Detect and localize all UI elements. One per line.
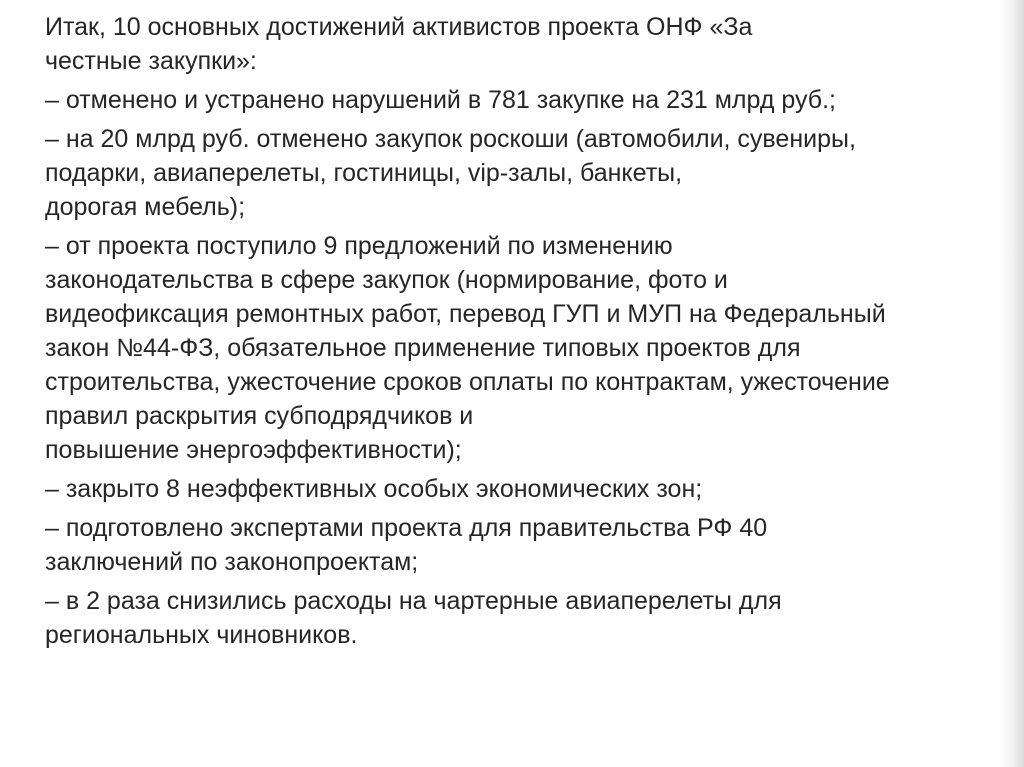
achievement-item-expert-conclusions <box>45 511 1020 579</box>
text-line: – закрыто 8 неэффективных особых экономических зон; <box>45 475 703 503</box>
text-line: честные закупки»: <box>45 47 257 75</box>
page-edge-shadow <box>998 0 1024 767</box>
text-line: дорогая мебель); <box>45 193 246 221</box>
text-line: – в 2 раза снизились расходы на чартерные авиаперелеты для <box>45 587 782 615</box>
text-line: видеофиксация ремонтных работ, перевод ГУП и МУП на Федеральный <box>45 300 886 328</box>
slide-text-body <box>45 10 1020 657</box>
text-line: региональных чиновников. <box>45 621 358 649</box>
achievement-item-charter-flights <box>45 584 1020 652</box>
text-line: Итак, 10 основных достижений активистов проекта ОНФ «За <box>45 13 753 41</box>
text-line: закон №44-ФЗ, обязательное применение типовых проектов для <box>45 334 801 362</box>
text-line: повышение энергоэффективности); <box>45 436 462 464</box>
text-line: – отменено и устранено нарушений в 781 закупке на 231 млрд руб.; <box>45 86 836 114</box>
text-line: законодательства в сфере закупок (нормирование, фото и <box>45 266 728 294</box>
text-line: – от проекта поступило 9 предложений по изменению <box>45 232 673 260</box>
text-line: заключений по законопроектам; <box>45 548 419 576</box>
text-line: правил раскрытия субподрядчиков и <box>45 402 474 430</box>
text-line: строительства, ужесточение сроков оплаты по контрактам, ужесточение <box>45 368 890 396</box>
achievement-item-luxury-purchases <box>45 122 1020 224</box>
text-line: – на 20 млрд руб. отменено закупок роскоши (автомобили, сувениры, <box>45 125 856 153</box>
achievement-item-legislative-proposals <box>45 229 1020 467</box>
text-line: – подготовлено экспертами проекта для правительства РФ 40 <box>45 514 768 542</box>
intro-paragraph <box>45 10 1020 78</box>
achievement-item-violations <box>45 83 1020 117</box>
text-line: подарки, авиаперелеты, гостиницы, vip-залы, банкеты, <box>45 159 683 187</box>
achievement-item-economic-zones <box>45 472 1020 506</box>
